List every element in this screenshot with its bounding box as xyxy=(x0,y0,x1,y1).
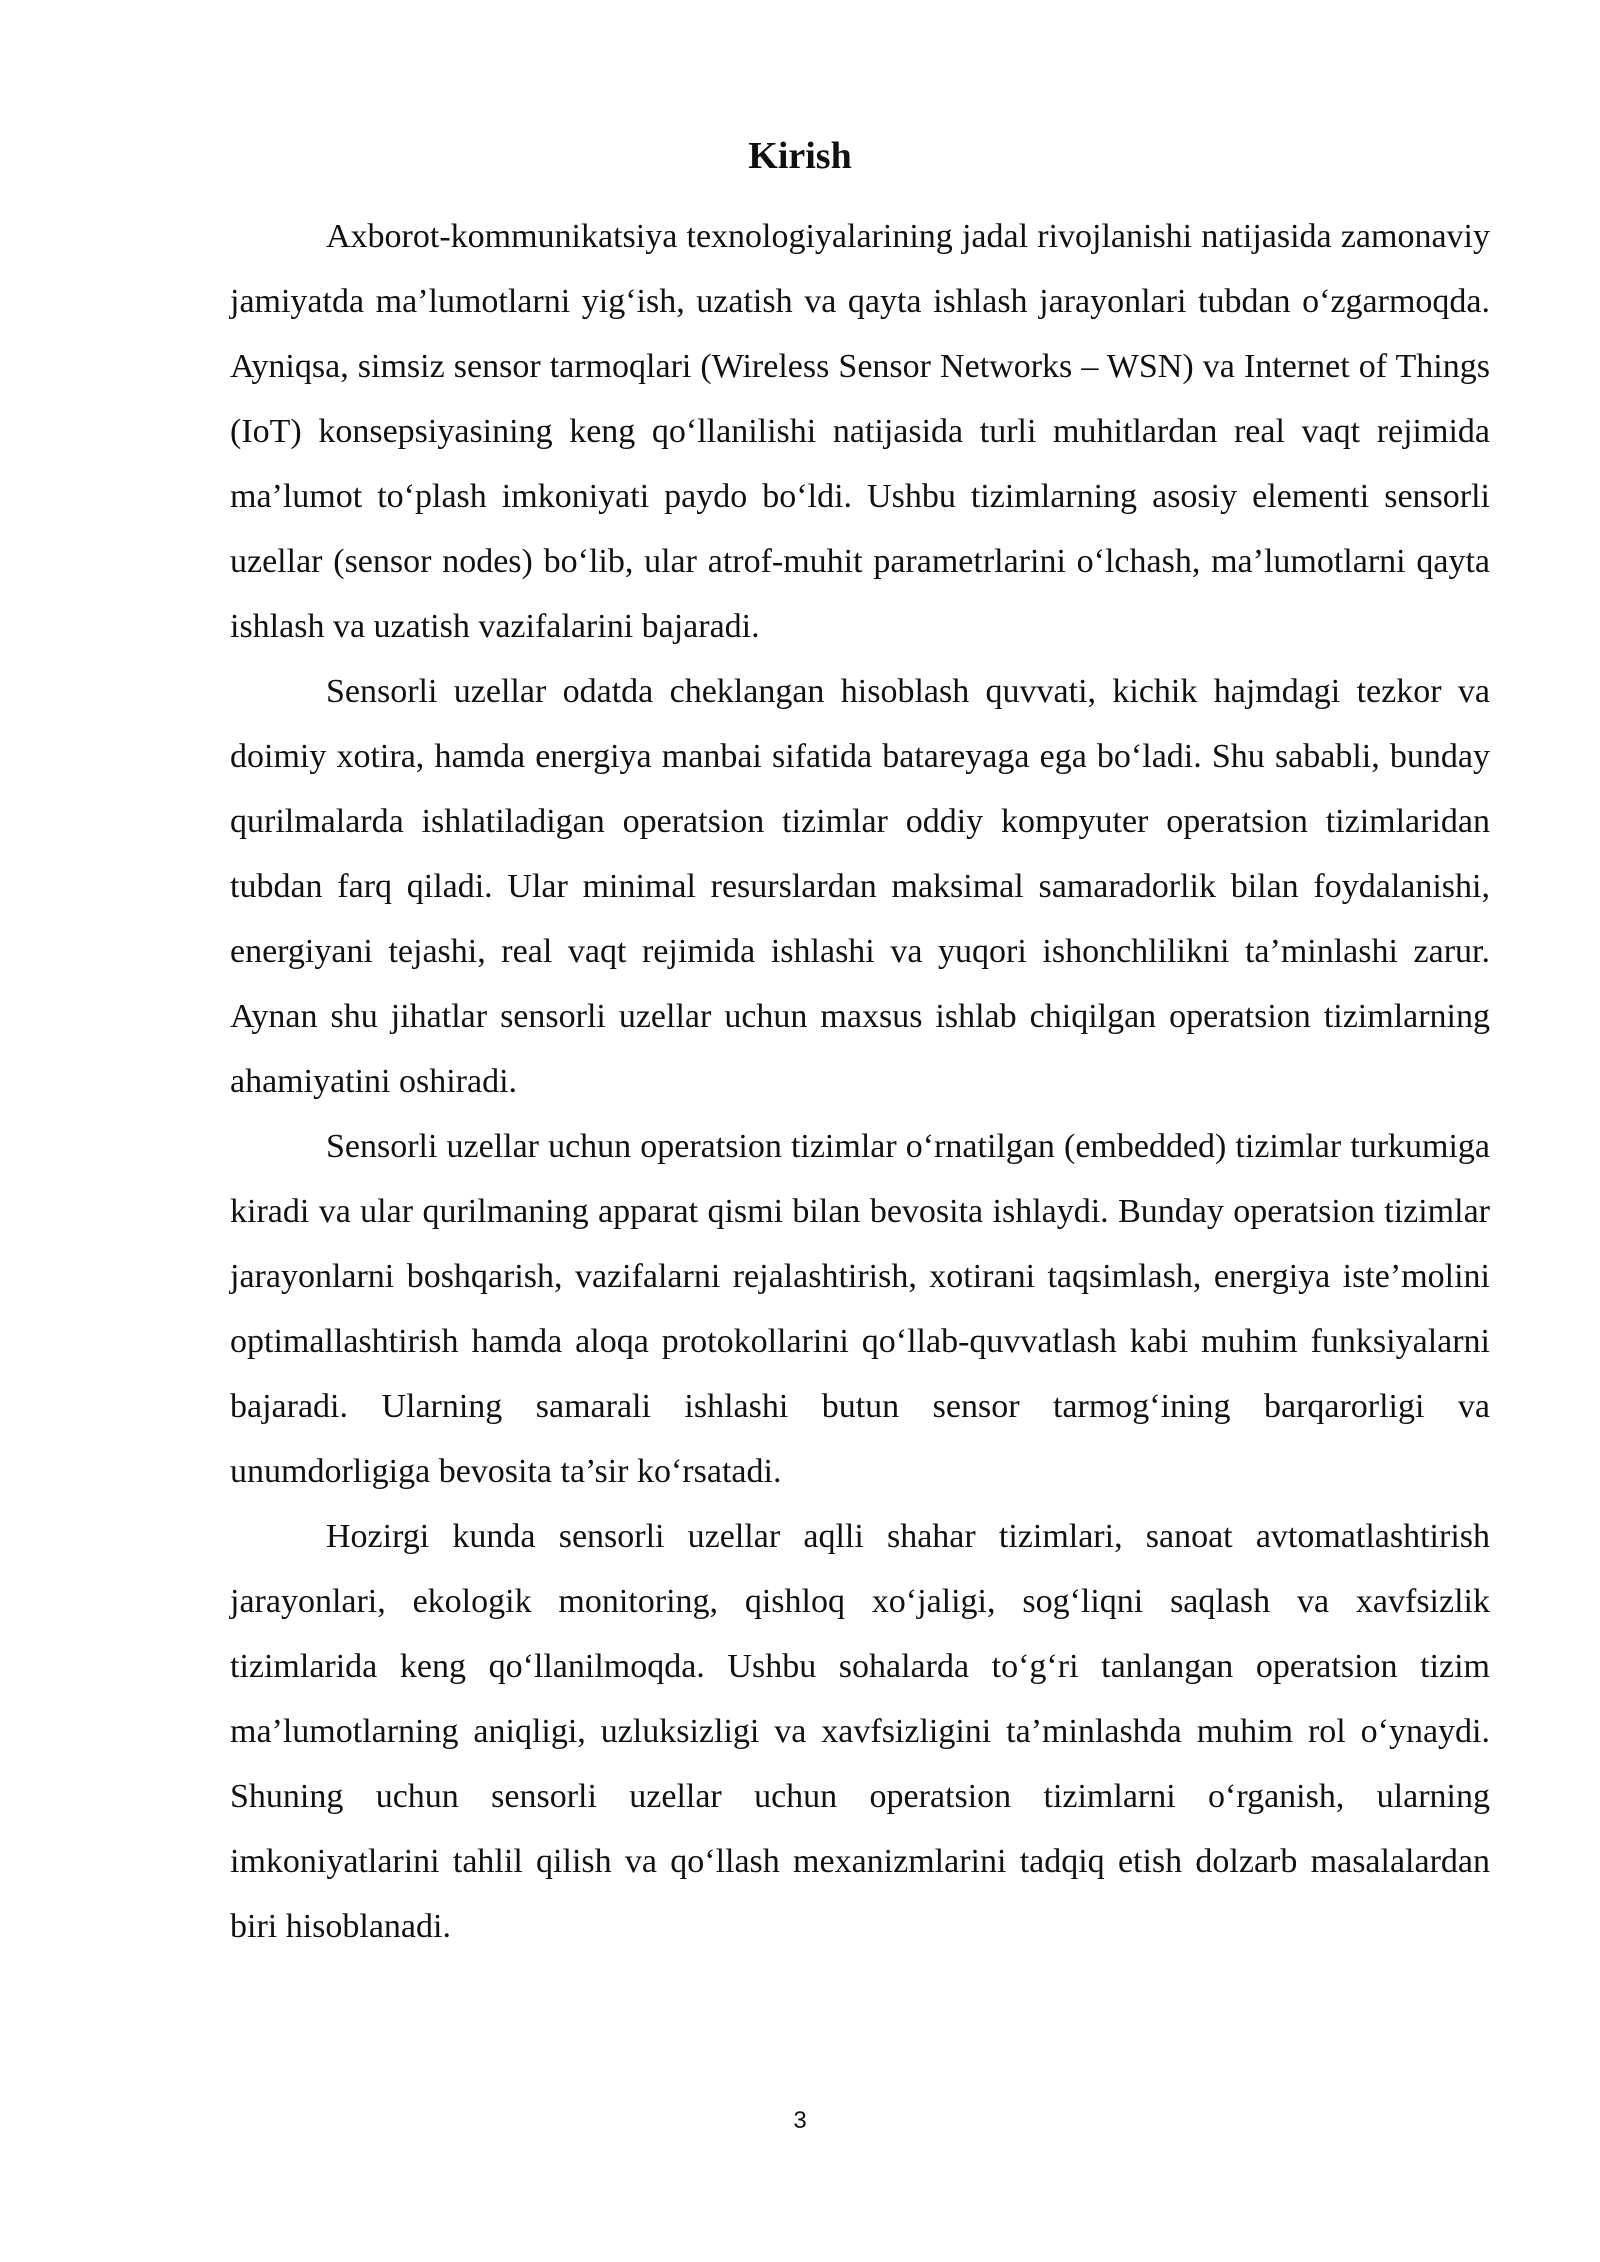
body-text xyxy=(230,204,1490,1959)
paragraph-2: Sensorli uzellar odatda cheklangan hisoblash quvvati, kichik hajmdagi tezkor va doimiy xotira, hamda energiya manbai sifatida batareyaga ega bo‘ladi. Shu sababli, bunday qurilmalarda ishlatiladigan operatsion tizimlar oddiy kompyuter operatsion tizimlaridan tubdan farq qiladi. Ular minimal resurslardan maksimal samaradorlik bilan foydalanishi, energiyani tejashi, real vaqt rejimida ishlashi va yuqori ishonchlilikni ta’minlashi zarur. Aynan shu jihatlar sensorli uzellar uchun maxsus ishlab chiqilgan operatsion tizimlarning ahamiyatini oshiradi. xyxy=(230,673,1490,1100)
paragraph-1: Axborot-kommunikatsiya texnologiyalarining jadal rivojlanishi natijasida zamonaviy jamiyatda ma’lumotlarni yig‘ish, uzatish va qayta ishlash jarayonlari tubdan o‘zgarmoqda. Ayniqsa, simsiz sensor tarmoqlari (Wireless Sensor Networks – WSN) va Internet of Things (IoT) konsepsiyasining keng qo‘llanilishi natijasida turli muhitlardan real vaqt rejimida ma’lumot to‘plash imkoniyati paydo bo‘ldi. Ushbu tizimlarning asosiy elementi sensorli uzellar (sensor nodes) bo‘lib, ular atrof-muhit parametrlarini o‘lchash, ma’lumotlarni qayta ishlash va uzatish vazifalarini bajaradi. xyxy=(230,218,1490,645)
page-title: Kirish xyxy=(748,135,852,177)
paragraph-3: Sensorli uzellar uchun operatsion tizimlar o‘rnatilgan (embedded) tizimlar turkumiga kiradi va ular qurilmaning apparat qismi bilan bevosita ishlaydi. Bunday operatsion tizimlar jarayonlarni boshqarish, vazifalarni rejalashtirish, xotirani taqsimlash, energiya iste’molini optimallashtirish hamda aloqa protokollarini qo‘llab-quvvatlash kabi muhim funksiyalarni bajaradi. Ularning samarali ishlashi butun sensor tarmog‘ining barqarorligi va unumdorligiga bevosita ta’sir ko‘rsatadi. xyxy=(230,1128,1490,1490)
paragraph-4: Hozirgi kunda sensorli uzellar aqlli shahar tizimlari, sanoat avtomatlashtirish jarayonlari, ekologik monitoring, qishloq xo‘jaligi, sog‘liqni saqlash va xavfsizlik tizimlarida keng qo‘llanilmoqda. Ushbu sohalarda to‘g‘ri tanlangan operatsion tizim ma’lumotlarning aniqligi, uzluksizligi va xavfsizligini ta’minlashda muhim rol o‘ynaydi. Shuning uchun sensorli uzellar uchun operatsion tizimlarni o‘rganish, ularning imkoniyatlarini tahlil qilish va qo‘llash mexanizmlarini tadqiq etish dolzarb masalalardan biri hisoblanadi. xyxy=(230,1518,1490,1945)
page-number: 3 xyxy=(793,2107,807,2134)
